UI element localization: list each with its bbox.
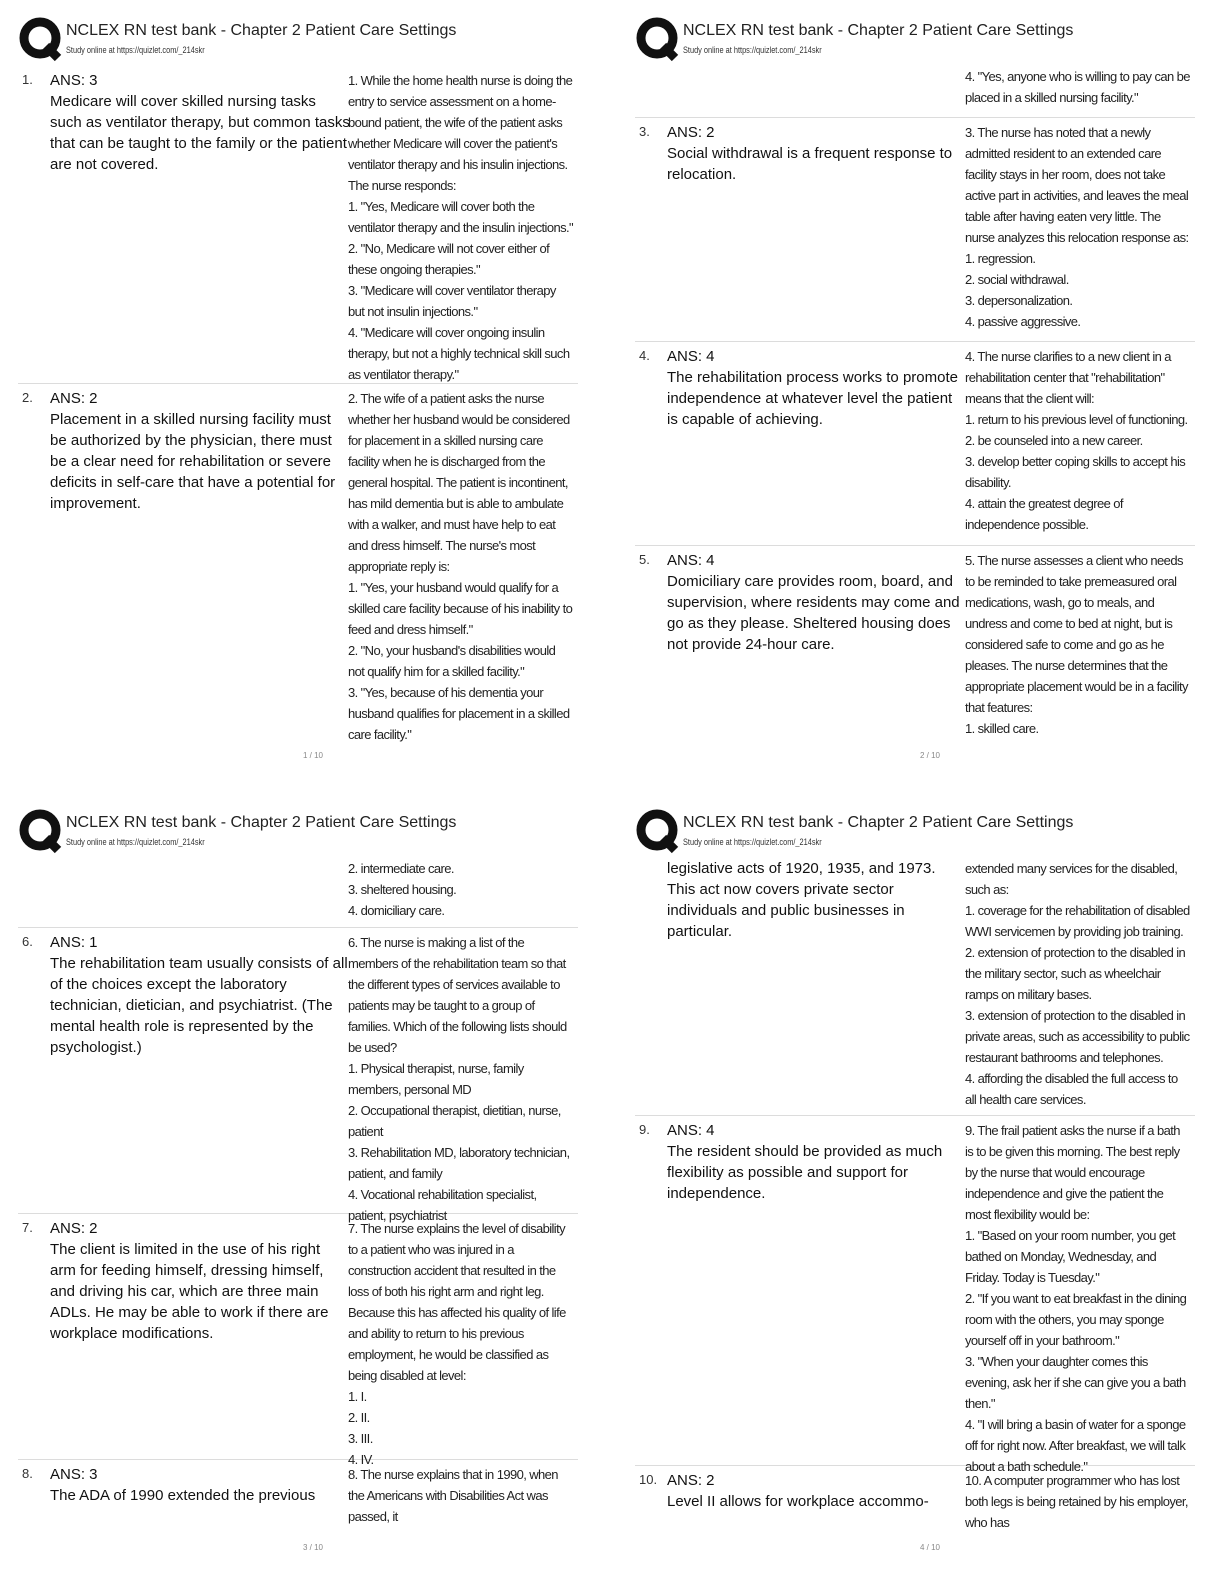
- question-text: 2. intermediate care. 3. sheltered housing. 4. domiciliary care.: [348, 861, 457, 918]
- page-2: [635, 14, 1224, 794]
- question-text: 2. The wife of a patient asks the nurse whether her husband would be considered for placement in a skilled nursing care facility when he is discharged from the general hospital. The patient is incontinent, has mild dementia but is able to ambulate with a walker, and must have help to eat and dress himself. The nurse's most appropriate reply is: 1. "Yes, your husband would qualify for a skilled care facility because of his inability to feed and dress himself." 2. "No, your husband's disabilities would not qualify him for a skilled facility." 3. "Yes, because of his dementia your husband qualifies for placement in a skilled care facility.": [348, 391, 573, 742]
- page-title: NCLEX RN test bank - Chapter 2 Patient Care Settings: [683, 814, 1074, 831]
- answer-explanation: legislative acts of 1920, 1935, and 1973. This act now covers private sector individuals and public businesses in particular.: [667, 860, 936, 940]
- card-number: 9.: [639, 1122, 650, 1137]
- answer-explanation: Medicare will cover skilled nursing tasks such as ventilator therapy, but common tasks that can be taught to the family or the patient are not covered.: [50, 93, 350, 173]
- flashcard: [18, 1460, 578, 1524]
- answer-code: ANS: 2: [667, 1472, 715, 1489]
- page-title: NCLEX RN test bank - Chapter 2 Patient Care Settings: [683, 22, 1074, 39]
- question-text: 4. The nurse clarifies to a new client in a rehabilitation center that "rehabilitation" means that the client will: 1. return to his previous level of functioning. 2. be counseled into a new career. 3. develop better coping skills to accept his disability. 4. attain the greatest degree of independence possible.: [965, 349, 1188, 532]
- answer-block: [50, 932, 350, 1058]
- card-number: 2.: [22, 390, 33, 405]
- answer-block: [50, 70, 350, 175]
- answer-code: ANS: 3: [50, 1466, 98, 1483]
- answer-block: [50, 388, 350, 514]
- answer-explanation: Level II allows for workplace accommo-: [667, 1493, 929, 1510]
- card-number: 5.: [639, 552, 650, 567]
- page-3: [18, 806, 608, 1584]
- flashcard: [635, 118, 1195, 342]
- page-header: [18, 806, 608, 856]
- page-title: NCLEX RN test bank - Chapter 2 Patient Care Settings: [66, 22, 457, 39]
- question-text: 4. "Yes, anyone who is willing to pay can be placed in a skilled nursing facility.": [965, 69, 1190, 105]
- question-text: 6. The nurse is making a list of the members of the rehabilitation team so that the different types of services available to patients may be taught to a group of families. Which of the following lists should be used? 1. Physical therapist, nurse, family members, personal MD 2. Occupational therapist, dietitian, nurse, patient 3. Rehabilitation MD, laboratory technician, patient, and family 4. Vocational rehabilitation specialist, patient, psychiatrist: [348, 935, 570, 1223]
- flashcard: [635, 1116, 1195, 1474]
- answer-block: [667, 1470, 967, 1512]
- question-text: 9. The frail patient asks the nurse if a bath is to be given this morning. The best reply by the nurse that would encourage independence and give the patient the most flexibility would be: 1. "Based on your room number, you get bathed on Monday, Wednesday, and Friday. Today is Tuesday." 2. "If you want to eat breakfast in the dining room with the others, you may sponge yourself off in your bathroom." 3. "When your daughter comes this evening, ask her if she can give you a bath then." 4. "I will bring a basin of water for a sponge off for right now. After breakfast, we will talk about a bath schedule.": [965, 1123, 1187, 1474]
- question-text: 8. The nurse explains that in 1990, when the Americans with Disabilities Act was passed, it: [348, 1467, 558, 1524]
- answer-explanation: The rehabilitation team usually consists of all of the choices except the laboratory technician, dietician, and psychiatrist. (The mental health role is represented by the psychologist.): [50, 955, 348, 1056]
- study-online-link[interactable]: Study online at https://quizlet.com/_214skr: [683, 45, 822, 55]
- study-online-link[interactable]: Study online at https://quizlet.com/_214skr: [66, 45, 205, 55]
- answer-block: [667, 1120, 967, 1204]
- answer-explanation: The client is limited in the use of his right arm for feeding himself, dressing himself, and driving his car, which are three main ADLs. He may be able to work if there are workplace modifications.: [50, 1241, 329, 1342]
- quizlet-logo-icon: [635, 808, 681, 854]
- answer-block: [50, 1464, 350, 1506]
- answer-block: [667, 346, 967, 430]
- answer-code: ANS: 1: [50, 934, 98, 951]
- page-header: [635, 806, 1224, 856]
- answer-explanation: The resident should be provided as much flexibility as possible and support for independence.: [667, 1143, 943, 1202]
- answer-code: ANS: 2: [50, 390, 98, 407]
- page-title: NCLEX RN test bank - Chapter 2 Patient Care Settings: [66, 814, 457, 831]
- answer-explanation: The rehabilitation process works to promote independence at whatever level the patient is capable of achieving.: [667, 369, 958, 428]
- answer-explanation: Placement in a skilled nursing facility must be authorized by the physician, there must be a clear need for rehabilitation or severe deficits in self-care that have a potential for improvement.: [50, 411, 336, 512]
- quizlet-logo-icon: [18, 16, 64, 62]
- question-text: 5. The nurse assesses a client who needs to be reminded to take premeasured oral medications, wash, go to meals, and undress and come to bed at night, but is considered safe to come and go as he pleases. The nurse determines that the appropriate placement would be in a facility that features: 1. skilled care.: [965, 553, 1188, 736]
- answer-explanation: Domiciliary care provides room, board, and supervision, where residents may come and go as they please. Sheltered housing does not provide 24-hour care.: [667, 573, 960, 653]
- answer-code: ANS: 4: [667, 348, 715, 365]
- continued-question: [18, 858, 578, 928]
- answer-block: [50, 1218, 350, 1344]
- answer-block: [667, 550, 967, 655]
- page-number: 2 / 10: [919, 751, 940, 760]
- page-4: [635, 806, 1224, 1584]
- page-number: 1 / 10: [302, 751, 323, 760]
- page-header: [635, 14, 1224, 64]
- card-number: 7.: [22, 1220, 33, 1235]
- card-number: 3.: [639, 124, 650, 139]
- page-header: [18, 14, 608, 64]
- flashcard: [635, 342, 1195, 546]
- answer-code: ANS: 4: [667, 552, 715, 569]
- answer-code: ANS: 3: [50, 72, 98, 89]
- answer-explanation: Social withdrawal is a frequent response to relocation.: [667, 145, 953, 183]
- study-online-link[interactable]: Study online at https://quizlet.com/_214skr: [683, 837, 822, 847]
- page-number: 4 / 10: [919, 1543, 940, 1552]
- answer-code: ANS: 4: [667, 1122, 715, 1139]
- page-1: [18, 14, 608, 794]
- flashcard: [635, 546, 1195, 736]
- answer-code: ANS: 2: [50, 1220, 98, 1237]
- flashcard: [18, 384, 578, 742]
- card-number: 10.: [639, 1472, 658, 1487]
- answer-explanation: The ADA of 1990 extended the previous: [50, 1487, 316, 1504]
- flashcard: [18, 66, 578, 384]
- answer-block: [667, 122, 967, 185]
- answer-code: ANS: 2: [667, 124, 715, 141]
- card-number: 6.: [22, 934, 33, 949]
- card-number: 8.: [22, 1466, 33, 1481]
- question-text: extended many services for the disabled, such as: 1. coverage for the rehabilitation of disabled WWI servicemen by providing job training. 2. extension of protection to the disabled in the military sector, such as wheelchair ramps on military bases. 3. extension of protection to the disabled in private areas, such as accessibility to public restaurant bathrooms and telephones. 4. affording the disabled the full access to all health care services.: [965, 861, 1190, 1107]
- question-text: 10. A computer programmer who has lost both legs is being retained by his employer, who has: [965, 1473, 1188, 1530]
- study-online-link[interactable]: Study online at https://quizlet.com/_214skr: [66, 837, 205, 847]
- question-text: 3. The nurse has noted that a newly admitted resident to an extended care facility stays in her room, does not take active part in activities, and leaves the meal table after having eaten very little. The nurse analyzes this relocation response as: 1. regression. 2. social withdrawal. 3. depersonalization. 4. passive aggressive.: [965, 125, 1189, 329]
- quizlet-logo-icon: [18, 808, 64, 854]
- flashcard: [635, 1466, 1195, 1530]
- flashcard: [18, 1214, 578, 1467]
- continued-question: [635, 66, 1195, 118]
- quizlet-logo-icon: [635, 16, 681, 62]
- continued-card: [635, 858, 1195, 1116]
- question-text: 7. The nurse explains the level of disability to a patient who was injured in a construction accident that resulted in the loss of both his right arm and right leg. Because this has affected his quality of life and ability to return to his previous employment, he would be classified as being disabled at level: 1. I. 2. II. 3. III. 4. IV.: [348, 1221, 566, 1467]
- card-number: 4.: [639, 348, 650, 363]
- card-number: 1.: [22, 72, 33, 87]
- question-text: 1. While the home health nurse is doing the entry to service assessment on a home-bound patient, the wife of the patient asks whether Medicare will cover the patient's ventilator therapy and his insulin injections. The nurse responds: 1. "Yes, Medicare will cover both the ventilator therapy and the insulin injections." 2. "No, Medicare will not cover either of these ongoing therapies." 3. "Medicare will cover ventilator therapy but not insulin injections." 4. "Medicare will cover ongoing insulin therapy, but not a highly technical skill such as ventilator therapy.": [348, 73, 574, 382]
- flashcard: [18, 928, 578, 1223]
- page-number: 3 / 10: [302, 1543, 323, 1552]
